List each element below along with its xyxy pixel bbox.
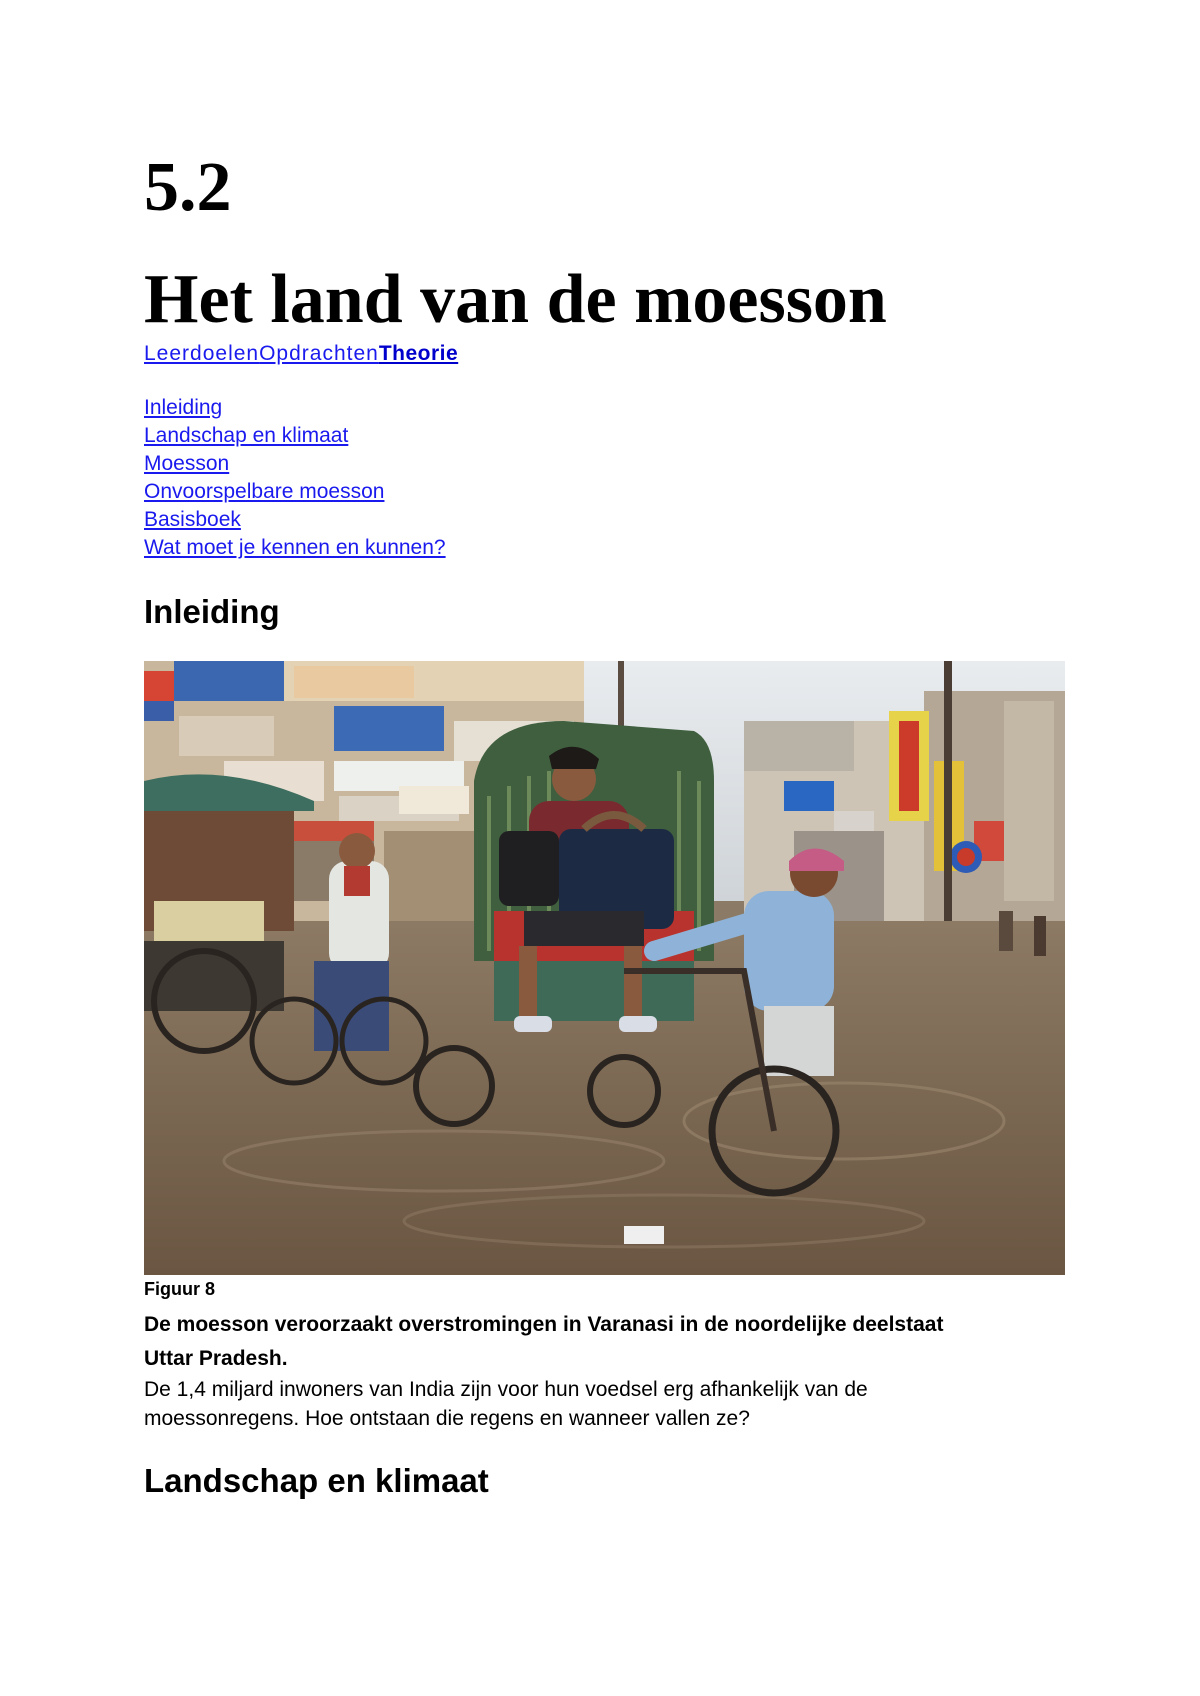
toc-item: [144, 422, 446, 450]
chapter-number: 5.2: [144, 149, 232, 226]
toc-link-moesson[interactable]: Moesson: [144, 452, 230, 475]
toc-link-inleiding[interactable]: Inleiding: [144, 396, 223, 419]
toc-item: [144, 506, 446, 534]
figure-label: Figuur 8: [144, 1279, 215, 1299]
section-heading-landschap-en-klimaat: Landschap en klimaat: [144, 1462, 489, 1499]
chapter-title: Het land van de moesson: [144, 261, 887, 338]
toc-link-basisboek[interactable]: Basisboek: [144, 508, 241, 531]
toc-link-onvoorspelbare-moesson[interactable]: Onvoorspelbare moesson: [144, 480, 385, 503]
toc-item: [144, 478, 446, 506]
toc-link-wat-moet-je-kennen[interactable]: Wat moet je kennen en kunnen?: [144, 536, 446, 559]
intro-paragraph: De 1,4 miljard inwoners van India zijn voor hun voedsel erg afhankelijk van de moessonregens. Hoe ontstaan die regens en wanneer vallen ze?: [144, 1378, 868, 1430]
figure-photo-flooded-street: [144, 661, 1065, 1275]
toc-link-landschap-en-klimaat[interactable]: Landschap en klimaat: [144, 424, 349, 447]
table-of-contents: [144, 394, 446, 562]
toc-item: [144, 394, 446, 422]
figure-caption: De moesson veroorzaakt overstromingen in Varanasi in de noordelijke deelstaat Uttar Pradesh.: [144, 1313, 944, 1370]
section-tabs: [144, 341, 458, 367]
tab-leerdoelen[interactable]: Leerdoelen: [144, 342, 260, 365]
section-heading-inleiding: Inleiding: [144, 593, 280, 630]
tab-theorie[interactable]: Theorie: [378, 342, 459, 365]
tab-opdrachten[interactable]: Opdrachten: [259, 342, 379, 365]
toc-item: [144, 534, 446, 562]
toc-item: [144, 450, 446, 478]
